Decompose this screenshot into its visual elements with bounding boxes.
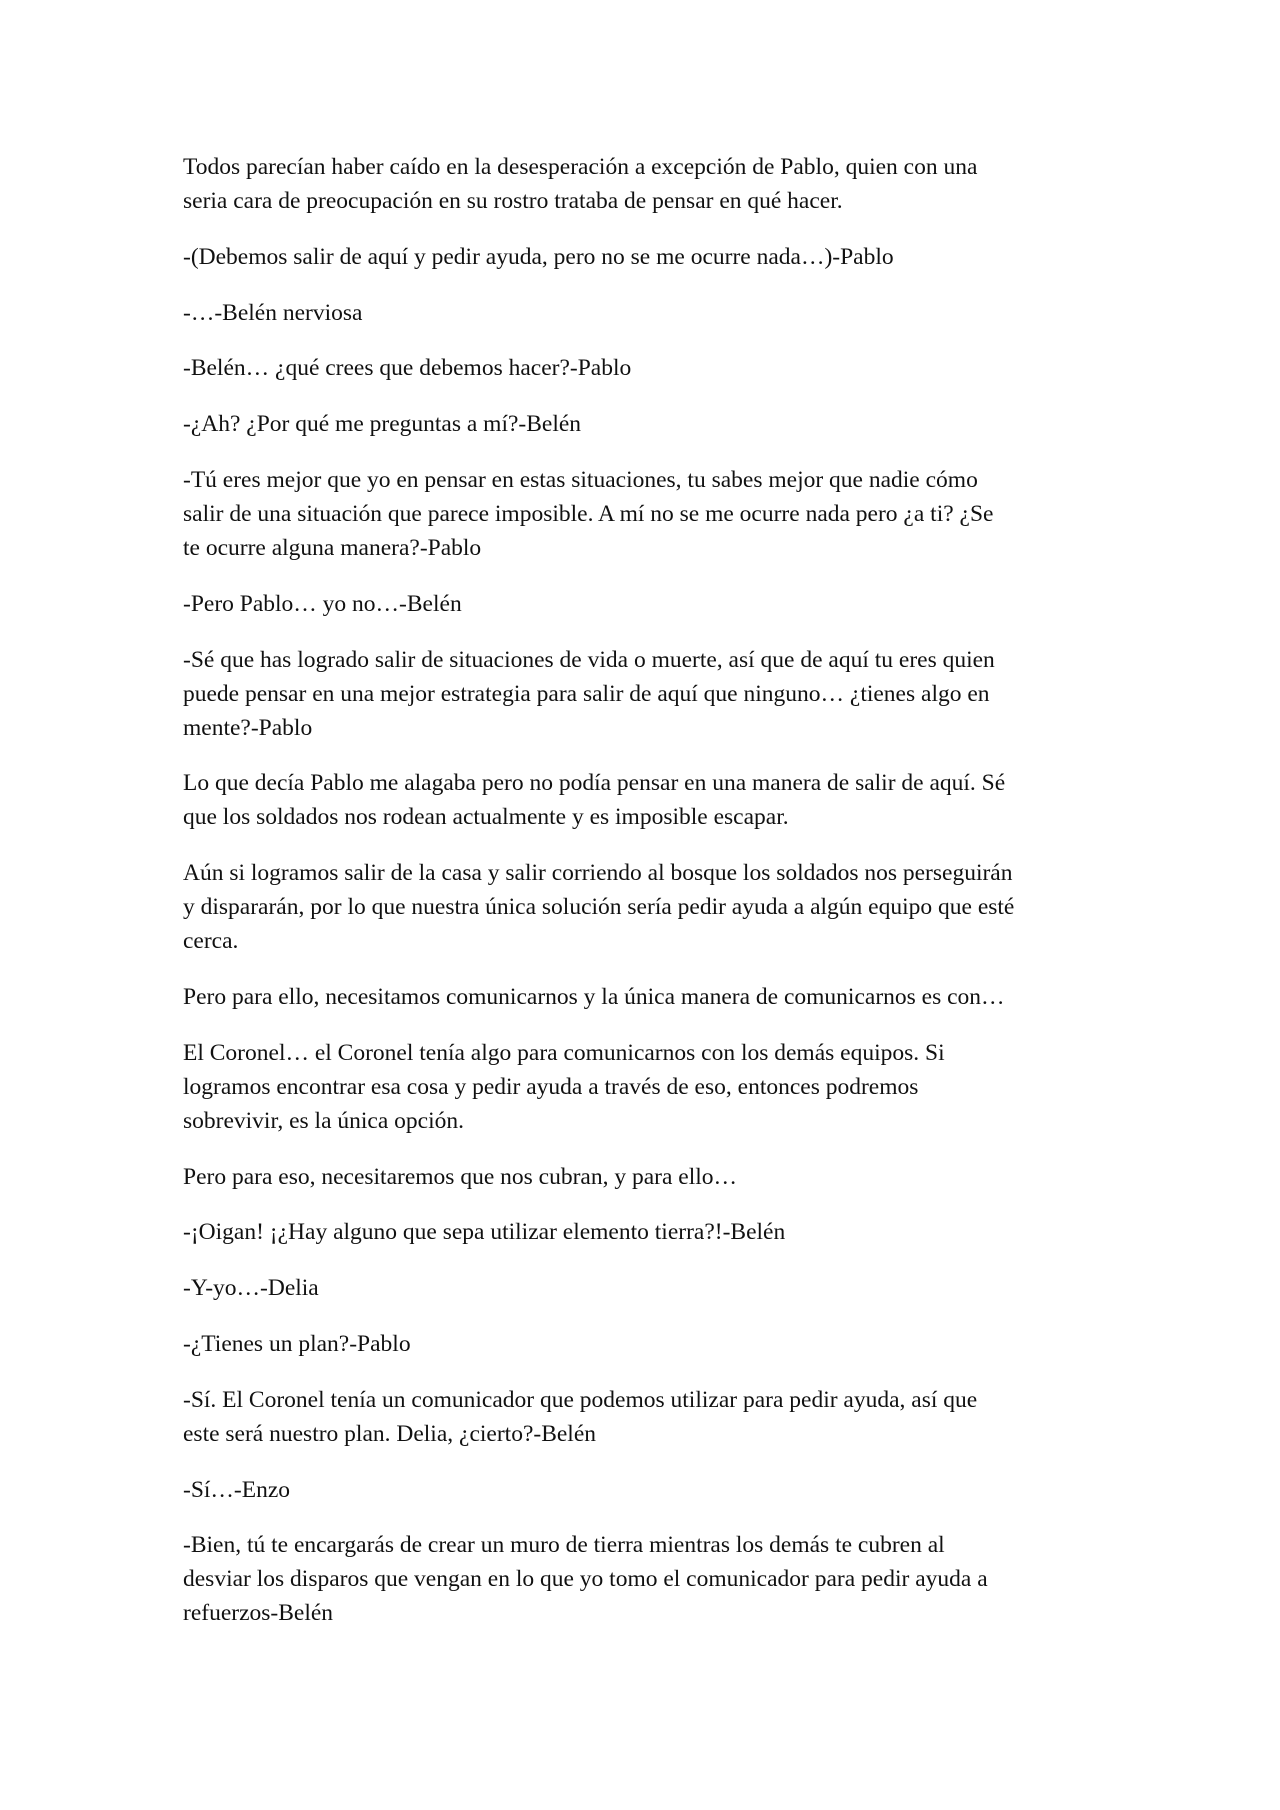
text-line: puede pensar en una mejor estrategia para salir de aquí que ninguno… ¿tienes algo en xyxy=(183,680,990,707)
text-line: Pero para ello, necesitamos comunicarnos y la única manera de comunicarnos es con… xyxy=(183,983,1005,1010)
paragraph xyxy=(183,1036,1113,1138)
paragraph xyxy=(183,1327,1113,1361)
text-line: Todos parecían haber caído en la desesperación a excepción de Pablo, quien con una xyxy=(183,154,978,180)
text-line: seria cara de preocupación en su rostro trataba de pensar en qué hacer. xyxy=(183,188,843,214)
text-line: -Pero Pablo… yo no…-Belén xyxy=(183,590,462,617)
paragraph xyxy=(183,463,1113,565)
text-line: -Sí…-Enzo xyxy=(183,1476,291,1503)
paragraph xyxy=(183,1473,1113,1507)
text-line: Pero para eso, necesitaremos que nos cubran, y para ello… xyxy=(183,1163,738,1190)
text-line: salir de una situación que parece imposible. A mí no se me ocurre nada pero ¿a ti? ¿Se xyxy=(183,500,994,527)
paragraph xyxy=(183,643,1113,745)
text-line: El Coronel… el Coronel tenía algo para comunicarnos con los demás equipos. Si xyxy=(183,1039,945,1066)
text-line: -Y-yo…-Delia xyxy=(183,1275,319,1302)
paragraph xyxy=(183,150,1113,218)
document-page xyxy=(183,150,1113,1652)
text-line: logramos encontrar esa cosa y pedir ayuda a través de eso, entonces podremos xyxy=(183,1073,919,1100)
text-line: -Sé que has logrado salir de situaciones de vida o muerte, así que de aquí tu eres quien xyxy=(183,646,995,673)
text-line: -Tú eres mejor que yo en pensar en estas situaciones, tu sabes mejor que nadie cómo xyxy=(183,466,978,493)
text-line: -Bien, tú te encargarás de crear un muro de tierra mientras los demás te cubren al xyxy=(183,1532,945,1559)
text-line: Lo que decía Pablo me alagaba pero no podía pensar en una manera de salir de aquí. Sé xyxy=(183,770,1006,797)
paragraph xyxy=(183,1528,1113,1630)
text-line: mente?-Pablo xyxy=(183,714,313,741)
text-line: -¡Oigan! ¡¿Hay alguno que sepa utilizar elemento tierra?!-Belén xyxy=(183,1219,786,1246)
paragraph xyxy=(183,351,1113,385)
text-line: desviar los disparos que vengan en lo que yo tomo el comunicador para pedir ayuda a xyxy=(183,1566,988,1593)
text-line: -¿Ah? ¿Por qué me preguntas a mí?-Belén xyxy=(183,411,582,438)
paragraph xyxy=(183,407,1113,441)
text-line: -¿Tienes un plan?-Pablo xyxy=(183,1330,411,1357)
paragraph xyxy=(183,980,1113,1014)
text-line: -(Debemos salir de aquí y pedir ayuda, pero no se me ocurre nada…)-Pablo xyxy=(183,243,894,270)
paragraph xyxy=(183,856,1113,958)
text-line: -Belén… ¿qué crees que debemos hacer?-Pablo xyxy=(183,355,632,382)
text-line: refuerzos-Belén xyxy=(183,1600,334,1627)
paragraph xyxy=(183,1160,1113,1194)
text-line: te ocurre alguna manera?-Pablo xyxy=(183,534,482,561)
paragraph xyxy=(183,1271,1113,1305)
text-line: Aún si logramos salir de la casa y salir corriendo al bosque los soldados nos perseguirán xyxy=(183,860,1013,887)
text-line: y dispararán, por lo que nuestra única solución sería pedir ayuda a algún equipo que esté xyxy=(183,894,1015,921)
paragraph xyxy=(183,296,1113,330)
text-line: cerca. xyxy=(183,928,239,955)
paragraph xyxy=(183,587,1113,621)
paragraph xyxy=(183,240,1113,274)
text-line: que los soldados nos rodean actualmente y es imposible escapar. xyxy=(183,804,789,831)
text-line: este será nuestro plan. Delia, ¿cierto?-Belén xyxy=(183,1420,597,1447)
text-line: -Sí. El Coronel tenía un comunicador que podemos utilizar para pedir ayuda, así que xyxy=(183,1386,978,1413)
text-line: -…-Belén nerviosa xyxy=(183,299,363,326)
paragraph xyxy=(183,1215,1113,1249)
paragraph xyxy=(183,1383,1113,1451)
paragraph xyxy=(183,766,1113,834)
text-line: sobrevivir, es la única opción. xyxy=(183,1107,464,1134)
